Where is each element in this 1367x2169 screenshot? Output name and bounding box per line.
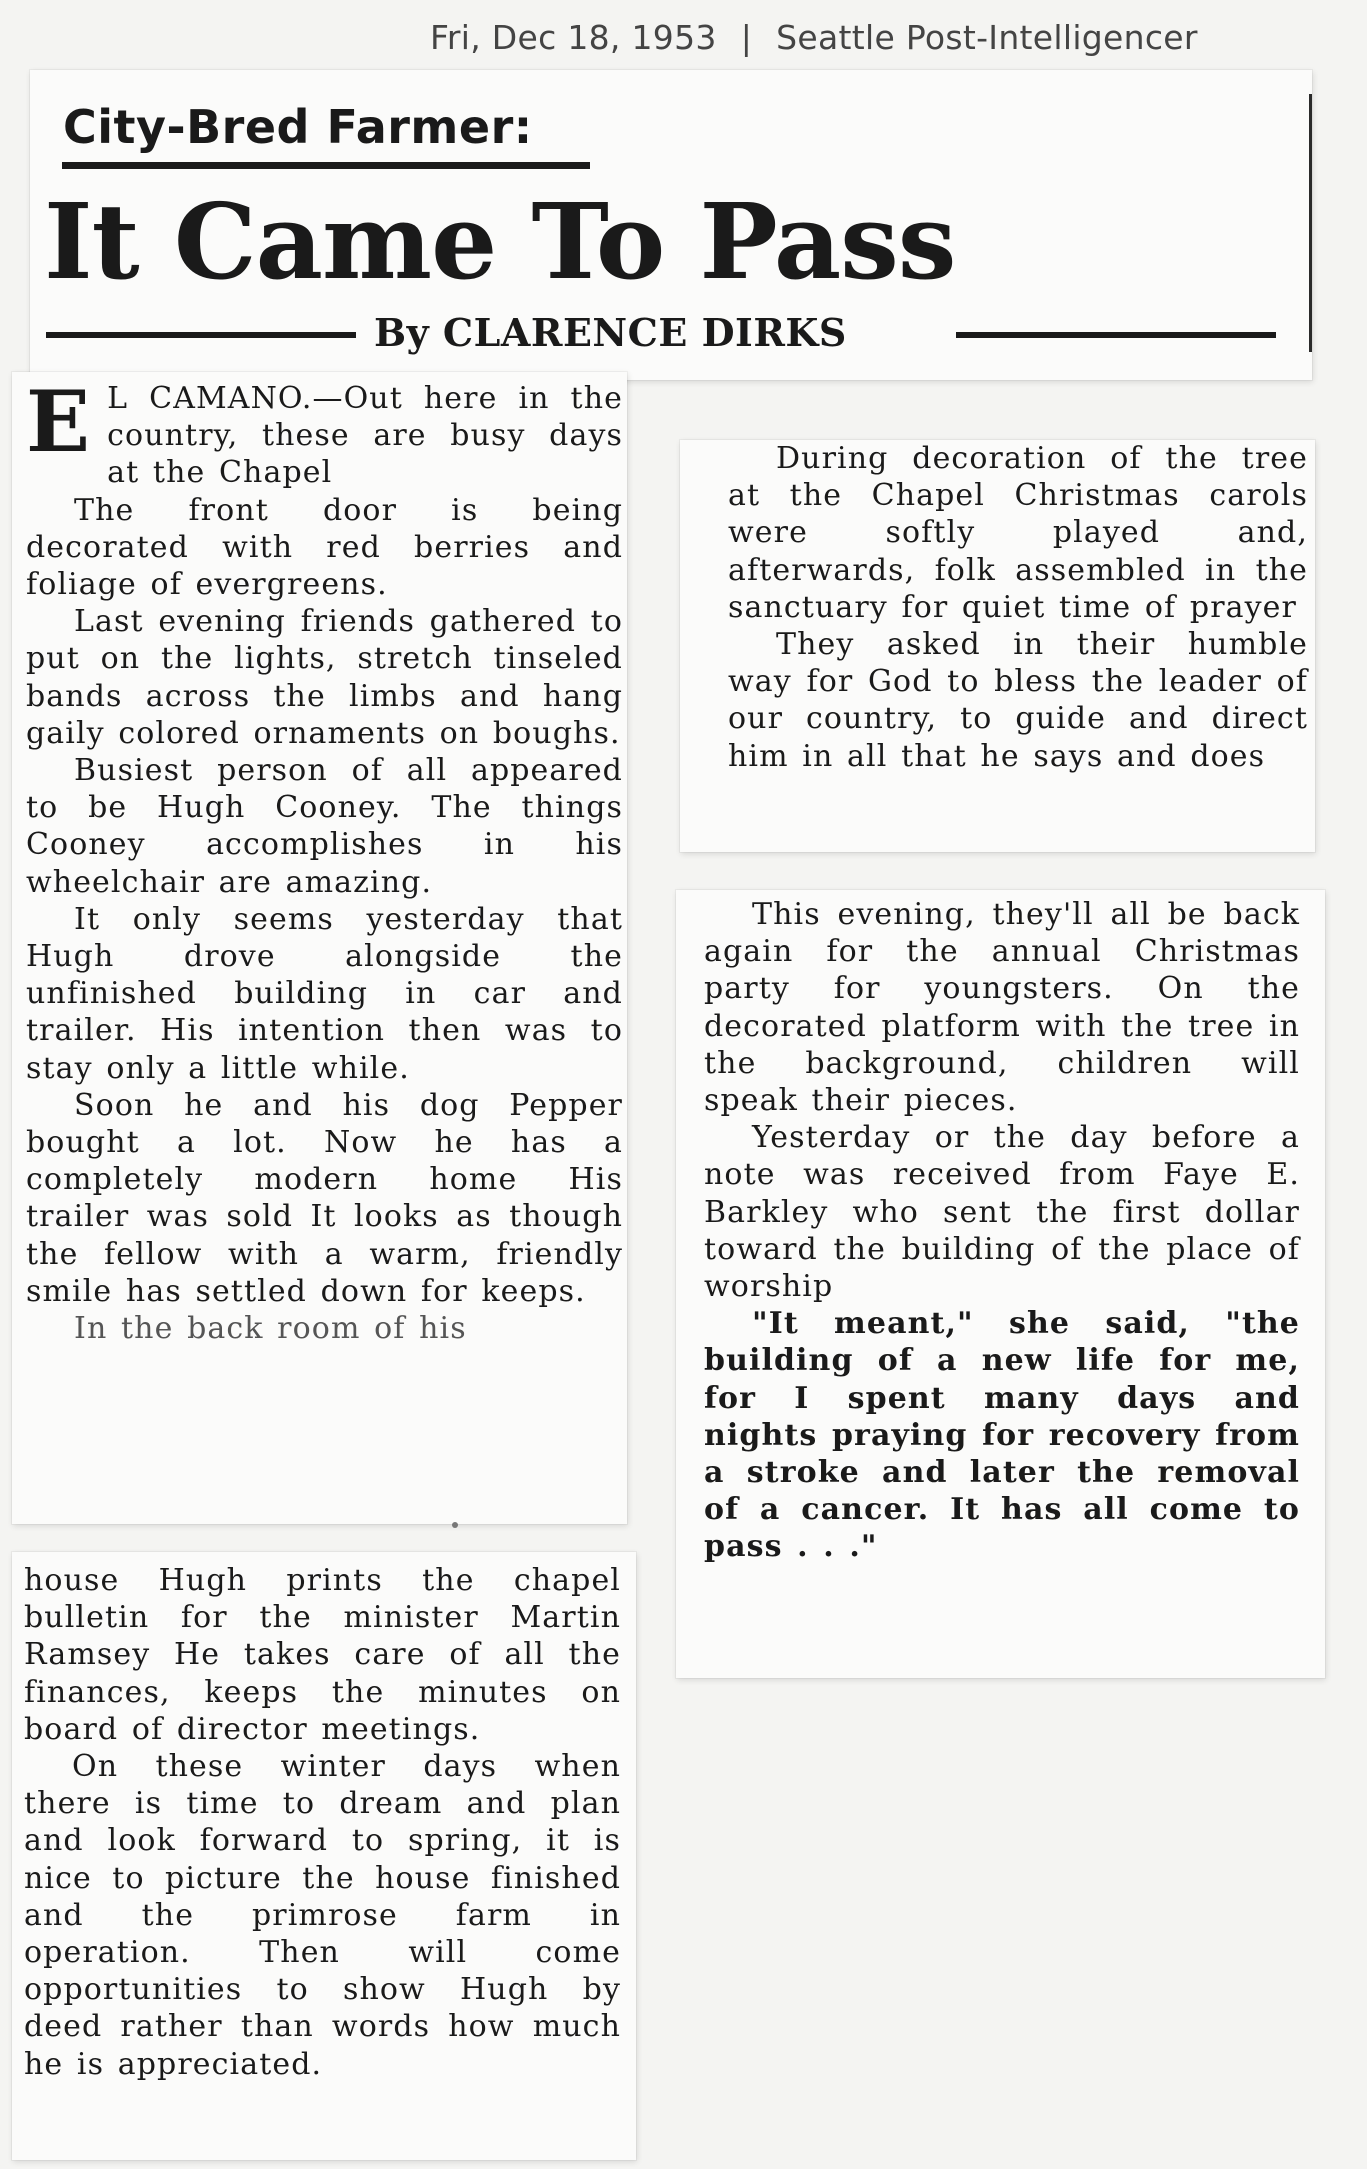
column-b-text [24,1562,621,2083]
column-b-clipping [12,1552,636,2160]
clipping-header [430,18,1198,57]
article-kicker: City-Bred Farmer: [63,100,533,154]
column-c-paragraph: During decoration of the tree at the Chapel Christmas carols were softly played and, afterwards, folk assembled in the sanctuary for quiet time of prayer [728,441,1308,625]
column-d-paragraph: Yesterday or the day before a note was received from Faye E. Barkley who sent the first dollar toward the building of the place of worship [704,1120,1300,1305]
byline-row [46,310,1301,360]
paper-speck [452,1522,458,1528]
header-separator: | [740,18,753,57]
column-d-clipping [676,890,1325,1678]
column-a-paragraph: E L CAMANO.—Out here in the country, these are busy days at the Chapel [26,372,623,491]
column-c-text [728,440,1308,775]
article-headline: It Came To Pass [44,180,956,303]
clipping-date: Fri, Dec 18, 1953 [430,18,717,57]
column-a-text [26,372,623,1347]
column-a-paragraph: Soon he and his dog Pepper bought a lot. Now he has a completely modern home His trailer was sold It looks as though the fellow with a warm, friendly smile has settled down for keeps. [26,1087,623,1309]
kicker-underline [62,162,590,169]
column-b-paragraph: house Hugh prints the chapel bulletin for the minister Martin Ramsey He takes care of all the finances, keeps the minutes on board of director meetings. [24,1563,621,1747]
column-a-paragraph: Last evening friends gathered to put on the lights, stretch tinseled bands across the limbs and hang gaily colored ornaments on boughs. [26,604,623,751]
byline-rule-left [46,332,356,338]
publication-name: Seattle Post-Intelligencer [776,18,1198,57]
column-d-paragraph: This evening, they'll all be back again for the annual Christmas party for youngsters. On the decorated platform with the tree in the background, children will speak their pieces. [704,897,1300,1119]
column-c-paragraph: They asked in their humble way for God to bless the leader of our country, to guide and direct him in all that he says and does [728,627,1308,774]
column-d-paragraph: "It meant," she said, "the building of a new life for me, for I spent many days and nights praying for recovery from a stroke and later the removal of a cancer. It has all come to pass . . ." [704,1306,1300,1565]
drop-cap: E [26,372,92,471]
column-b-paragraph: On these winter days when there is time to dream and plan and look forward to spring, it is nice to picture the house finished and the primrose farm in operation. Then will come opportunities to show Hugh by deed rather than words how much he is appreciated. [24,1749,621,2082]
column-a-paragraph: In the back room of his [74,1311,467,1347]
byline-rule-right [956,332,1276,338]
column-c-clipping [680,440,1315,852]
column-a-paragraph: The front door is being decorated with red berries and foliage of evergreens. [26,492,623,603]
clipping-edge [1309,94,1312,352]
column-d-text [704,896,1300,1566]
headline-clipping [30,70,1312,380]
column-a-clipping [12,372,627,1524]
column-a-paragraph: Busiest person of all appeared to be Hugh Cooney. The things Cooney accomplishes in his wheelchair are amazing. [26,753,623,900]
article-byline: By CLARENCE DIRKS [374,310,847,355]
column-a-paragraph: It only seems yesterday that Hugh drove alongside the unfinished building in car and trailer. His intention then was to stay only a little while. [26,901,623,1086]
